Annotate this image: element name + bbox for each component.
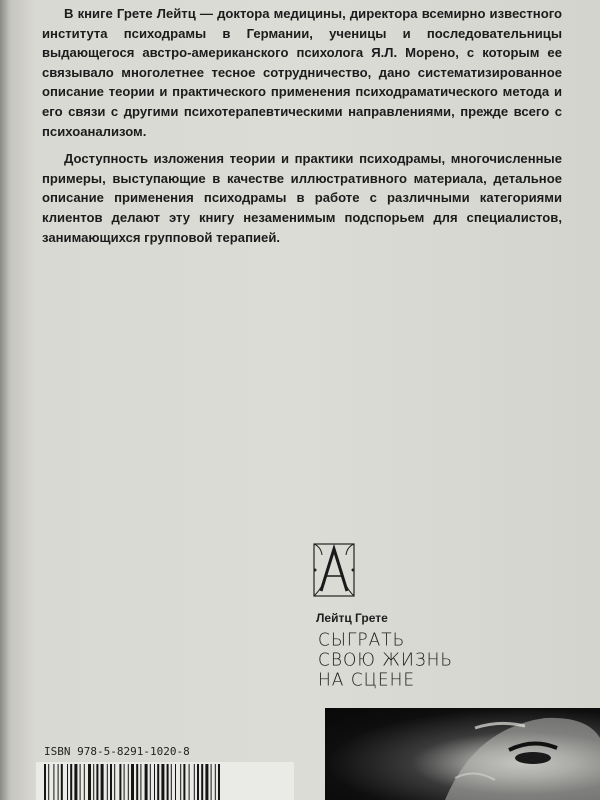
barcode-bar — [93, 764, 94, 800]
barcode-bar — [131, 764, 134, 800]
barcode-bar — [53, 764, 54, 800]
book-title-line: СЫГРАТЬ — [318, 629, 406, 651]
barcode-bar — [110, 764, 112, 800]
barcode-bar — [88, 764, 91, 800]
barcode-bar — [194, 764, 195, 800]
barcode-bar — [197, 764, 199, 800]
barcode-bar — [74, 764, 77, 800]
annotation-paragraph-2: Доступность изложения теории и практики психодрамы, многочисленные примеры, выступающие в качестве иллюстративного материала, детальное описание применения психодрамы в работе с различными категориями клиентов делают эту книгу незаменимым подспорьем для специалистов, занимающихся групповой терапией. — [42, 151, 562, 245]
barcode-bar — [124, 764, 125, 800]
book-author: Лейтц Грете — [316, 611, 388, 625]
barcode-bar — [167, 764, 169, 800]
book-title-line: НА СЦЕНЕ — [318, 669, 416, 691]
barcode-bar — [157, 764, 159, 800]
barcode-bar — [101, 764, 104, 800]
barcode-bar — [107, 764, 108, 800]
barcode-bar — [175, 764, 176, 800]
barcode-bar — [154, 764, 155, 800]
barcode-bar — [80, 764, 81, 800]
barcode-bar — [218, 764, 220, 800]
barcode-bar — [136, 764, 138, 800]
barcode-bar — [171, 764, 172, 800]
annotation-text — [42, 4, 562, 255]
cover-edge — [0, 0, 10, 800]
barcode-bar — [201, 764, 203, 800]
barcode-bar — [58, 764, 59, 800]
barcode-bar — [61, 764, 63, 800]
barcode-bar — [114, 764, 115, 800]
barcode-bar — [205, 764, 208, 800]
barcode-bar — [150, 764, 151, 800]
book-title-line: СВОЮ ЖИЗНЬ — [318, 649, 454, 671]
barcode-bar — [48, 764, 49, 800]
book-title — [318, 631, 453, 691]
barcode-bar — [119, 764, 121, 800]
publisher-logo — [311, 541, 357, 599]
barcode-bar — [70, 764, 72, 800]
barcode-bar — [211, 764, 212, 800]
barcode-bar — [189, 764, 190, 800]
barcode-bar — [140, 764, 141, 800]
barcode — [36, 762, 294, 800]
barcode-bar — [96, 764, 98, 800]
annotation-paragraph-1: В книге Грете Лейтц — доктора медицины, директора всемирно известного института психодрамы в Германии, ученицы и последовательницы выдающегося австро-американского психолога Я.Л. Морено, с которым ее связывало многолетнее тесное сотрудничество, дано систематизированное описание теории и практического применения психодраматического метода и его связи с другими психотерапевтическими направлениями, прежде всего с психоанализом. — [42, 6, 562, 139]
barcode-bar — [67, 764, 68, 800]
barcode-bar — [44, 764, 46, 800]
barcode-bar — [183, 764, 185, 800]
barcode-bar — [161, 764, 164, 800]
barcode-bar — [180, 764, 181, 800]
isbn-text: ISBN 978-5-8291-1020-8 — [44, 745, 190, 758]
cover-photo-woman — [325, 708, 600, 800]
barcode-bar — [145, 764, 148, 800]
barcode-bar — [128, 764, 129, 800]
barcode-bar — [215, 764, 216, 800]
barcode-bar — [84, 764, 85, 800]
